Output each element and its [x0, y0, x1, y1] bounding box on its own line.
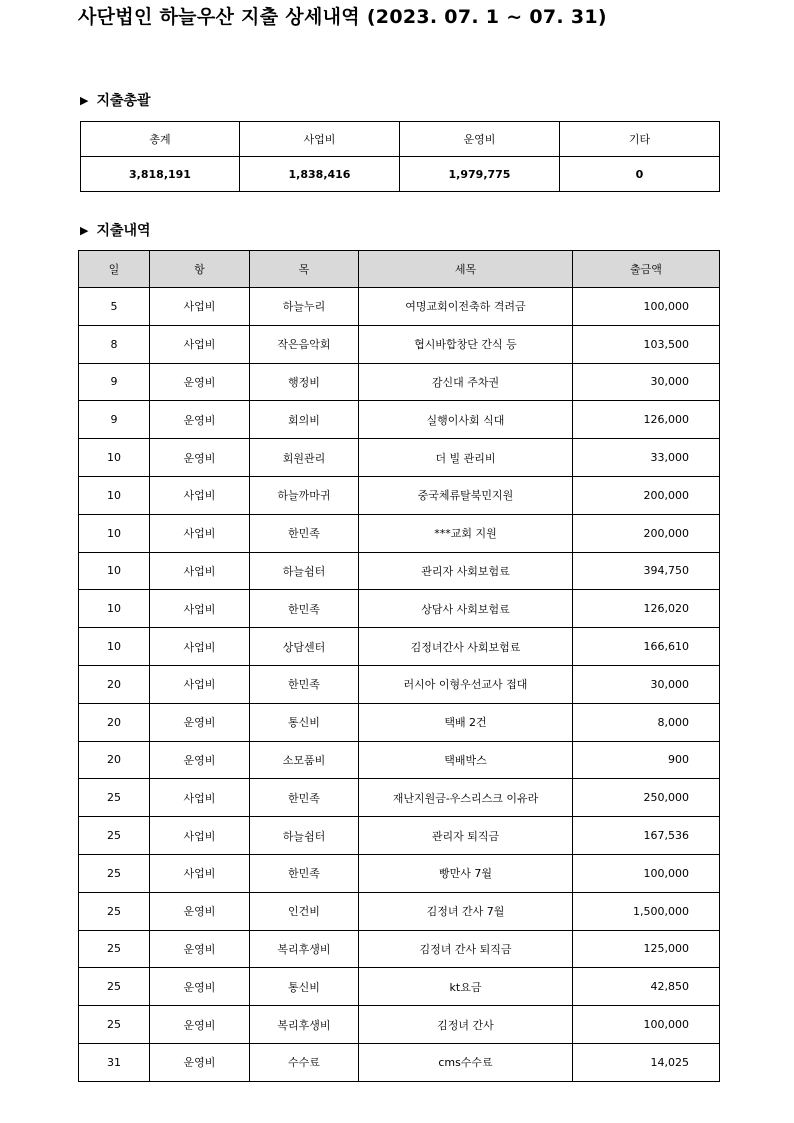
detail-header-item: 목 — [250, 251, 359, 288]
detail-cell-item: 소모품비 — [250, 741, 359, 779]
detail-cell-amount: 100,000 — [573, 1006, 720, 1044]
detail-cell-category: 사업비 — [150, 288, 250, 326]
detail-cell-item: 회원관리 — [250, 439, 359, 477]
detail-heading — [80, 220, 151, 240]
detail-cell-category: 사업비 — [150, 325, 250, 363]
detail-cell-subitem: 김정녀 간사 — [359, 1006, 573, 1044]
table-row — [79, 439, 720, 477]
detail-cell-item: 한민족 — [250, 665, 359, 703]
detail-cell-amount: 1,500,000 — [573, 892, 720, 930]
detail-heading-label: 지출내역 — [96, 223, 151, 239]
table-row — [79, 514, 720, 552]
detail-cell-item: 하늘까마귀 — [250, 476, 359, 514]
table-row — [79, 628, 720, 666]
detail-cell-subitem: 택배 2건 — [359, 703, 573, 741]
detail-cell-subitem: cms수수료 — [359, 1043, 573, 1081]
detail-cell-amount: 125,000 — [573, 930, 720, 968]
detail-header-category: 항 — [150, 251, 250, 288]
detail-cell-item: 수수료 — [250, 1043, 359, 1081]
detail-cell-amount: 8,000 — [573, 703, 720, 741]
detail-cell-item: 인건비 — [250, 892, 359, 930]
table-row — [79, 665, 720, 703]
detail-cell-amount: 100,000 — [573, 854, 720, 892]
detail-cell-subitem: 관리자 퇴직금 — [359, 817, 573, 855]
summary-header-row — [81, 122, 720, 157]
detail-cell-amount: 126,000 — [573, 401, 720, 439]
detail-cell-day: 8 — [79, 325, 150, 363]
table-row — [79, 968, 720, 1006]
detail-cell-day: 10 — [79, 628, 150, 666]
detail-cell-category: 사업비 — [150, 854, 250, 892]
detail-cell-category: 운영비 — [150, 1006, 250, 1044]
detail-cell-item: 복리후생비 — [250, 930, 359, 968]
detail-cell-category: 운영비 — [150, 439, 250, 477]
table-row — [79, 325, 720, 363]
detail-cell-subitem: 빵만사 7월 — [359, 854, 573, 892]
detail-cell-item: 작은음악회 — [250, 325, 359, 363]
detail-cell-category: 사업비 — [150, 665, 250, 703]
detail-cell-amount: 394,750 — [573, 552, 720, 590]
detail-cell-amount: 30,000 — [573, 363, 720, 401]
detail-cell-amount: 250,000 — [573, 779, 720, 817]
detail-cell-amount: 200,000 — [573, 476, 720, 514]
table-row — [79, 930, 720, 968]
table-row — [79, 363, 720, 401]
detail-cell-day: 9 — [79, 363, 150, 401]
detail-cell-category: 운영비 — [150, 741, 250, 779]
table-row — [79, 552, 720, 590]
detail-cell-day: 20 — [79, 741, 150, 779]
detail-cell-subitem: 김정녀 간사 7월 — [359, 892, 573, 930]
detail-body — [79, 288, 720, 1082]
detail-cell-category: 운영비 — [150, 930, 250, 968]
detail-cell-item: 한민족 — [250, 514, 359, 552]
detail-cell-day: 20 — [79, 665, 150, 703]
summary-header-cell: 운영비 — [400, 122, 560, 157]
summary-heading-label: 지출총괄 — [96, 93, 151, 109]
detail-cell-category: 사업비 — [150, 514, 250, 552]
detail-cell-day: 10 — [79, 552, 150, 590]
detail-cell-item: 하늘쉼터 — [250, 552, 359, 590]
table-row — [79, 779, 720, 817]
detail-cell-item: 회의비 — [250, 401, 359, 439]
summary-header-cell: 총계 — [81, 122, 240, 157]
detail-cell-subitem: ***교회 지원 — [359, 514, 573, 552]
detail-cell-subitem: 더 빌 관리비 — [359, 439, 573, 477]
table-row — [79, 892, 720, 930]
detail-cell-subitem: 러시아 이형우선교사 접대 — [359, 665, 573, 703]
detail-cell-subitem: 실행이사회 식대 — [359, 401, 573, 439]
triangle-bullet-icon: ▶ — [80, 94, 89, 107]
detail-header-amount: 출금액 — [573, 251, 720, 288]
detail-cell-day: 25 — [79, 968, 150, 1006]
table-row — [79, 288, 720, 326]
table-row — [79, 1043, 720, 1081]
detail-cell-category: 운영비 — [150, 892, 250, 930]
detail-header-row — [79, 251, 720, 288]
detail-cell-item: 통신비 — [250, 703, 359, 741]
detail-cell-day: 31 — [79, 1043, 150, 1081]
detail-cell-subitem: 택배박스 — [359, 741, 573, 779]
detail-cell-category: 운영비 — [150, 968, 250, 1006]
detail-cell-subitem: 김정녀간사 사회보험료 — [359, 628, 573, 666]
summary-table — [80, 121, 720, 192]
detail-cell-amount: 167,536 — [573, 817, 720, 855]
detail-cell-subitem: 상담사 사회보험료 — [359, 590, 573, 628]
detail-cell-category: 사업비 — [150, 628, 250, 666]
detail-cell-item: 복리후생비 — [250, 1006, 359, 1044]
detail-cell-category: 사업비 — [150, 476, 250, 514]
detail-cell-amount: 14,025 — [573, 1043, 720, 1081]
detail-cell-amount: 200,000 — [573, 514, 720, 552]
detail-cell-amount: 100,000 — [573, 288, 720, 326]
detail-cell-item: 하늘누리 — [250, 288, 359, 326]
detail-header-subitem: 세목 — [359, 251, 573, 288]
detail-cell-day: 25 — [79, 930, 150, 968]
detail-cell-item: 통신비 — [250, 968, 359, 1006]
summary-header-cell: 사업비 — [240, 122, 400, 157]
detail-table — [78, 250, 720, 1082]
detail-cell-day: 10 — [79, 476, 150, 514]
table-row — [79, 590, 720, 628]
detail-cell-subitem: kt요금 — [359, 968, 573, 1006]
summary-value-business: 1,838,416 — [240, 157, 400, 192]
detail-cell-amount: 33,000 — [573, 439, 720, 477]
detail-cell-subitem: 여명교회이전축하 격려금 — [359, 288, 573, 326]
detail-cell-subitem: 중국체류탈북민지원 — [359, 476, 573, 514]
detail-cell-day: 25 — [79, 1006, 150, 1044]
detail-cell-day: 10 — [79, 590, 150, 628]
detail-cell-amount: 126,020 — [573, 590, 720, 628]
detail-cell-category: 운영비 — [150, 401, 250, 439]
summary-value-total: 3,818,191 — [81, 157, 240, 192]
table-row — [79, 476, 720, 514]
detail-cell-amount: 30,000 — [573, 665, 720, 703]
detail-cell-item: 한민족 — [250, 779, 359, 817]
detail-cell-item: 행정비 — [250, 363, 359, 401]
detail-cell-category: 운영비 — [150, 703, 250, 741]
detail-cell-category: 운영비 — [150, 363, 250, 401]
detail-cell-category: 운영비 — [150, 1043, 250, 1081]
detail-cell-subitem: 재난지원금-우스리스크 이유라 — [359, 779, 573, 817]
detail-cell-day: 20 — [79, 703, 150, 741]
summary-value-operating: 1,979,775 — [400, 157, 560, 192]
detail-header-day: 일 — [79, 251, 150, 288]
detail-cell-day: 25 — [79, 892, 150, 930]
table-row — [79, 817, 720, 855]
detail-cell-amount: 900 — [573, 741, 720, 779]
detail-cell-subitem: 감신대 주차권 — [359, 363, 573, 401]
detail-cell-day: 9 — [79, 401, 150, 439]
summary-value-row — [81, 157, 720, 192]
table-row — [79, 1006, 720, 1044]
detail-cell-item: 한민족 — [250, 854, 359, 892]
detail-cell-subitem: 김정녀 간사 퇴직금 — [359, 930, 573, 968]
detail-cell-item: 하늘쉼터 — [250, 817, 359, 855]
table-row — [79, 703, 720, 741]
detail-cell-category: 사업비 — [150, 779, 250, 817]
detail-cell-amount: 166,610 — [573, 628, 720, 666]
summary-header-cell: 기타 — [560, 122, 720, 157]
detail-cell-subitem: 협시바합창단 간식 등 — [359, 325, 573, 363]
detail-cell-category: 사업비 — [150, 817, 250, 855]
detail-cell-amount: 103,500 — [573, 325, 720, 363]
detail-cell-day: 25 — [79, 854, 150, 892]
table-row — [79, 401, 720, 439]
detail-cell-day: 10 — [79, 439, 150, 477]
summary-heading — [80, 90, 151, 110]
detail-cell-item: 상담센터 — [250, 628, 359, 666]
detail-cell-day: 5 — [79, 288, 150, 326]
table-row — [79, 854, 720, 892]
detail-cell-category: 사업비 — [150, 590, 250, 628]
detail-cell-day: 25 — [79, 817, 150, 855]
detail-cell-day: 10 — [79, 514, 150, 552]
detail-cell-day: 25 — [79, 779, 150, 817]
detail-cell-amount: 42,850 — [573, 968, 720, 1006]
summary-value-other: 0 — [560, 157, 720, 192]
triangle-bullet-icon: ▶ — [80, 224, 89, 237]
table-row — [79, 741, 720, 779]
detail-cell-subitem: 관리자 사회보험료 — [359, 552, 573, 590]
detail-cell-category: 사업비 — [150, 552, 250, 590]
page-title: 사단법인 하늘우산 지출 상세내역 (2023. 07. 1 ~ 07. 31) — [78, 6, 607, 28]
detail-cell-item: 한민족 — [250, 590, 359, 628]
